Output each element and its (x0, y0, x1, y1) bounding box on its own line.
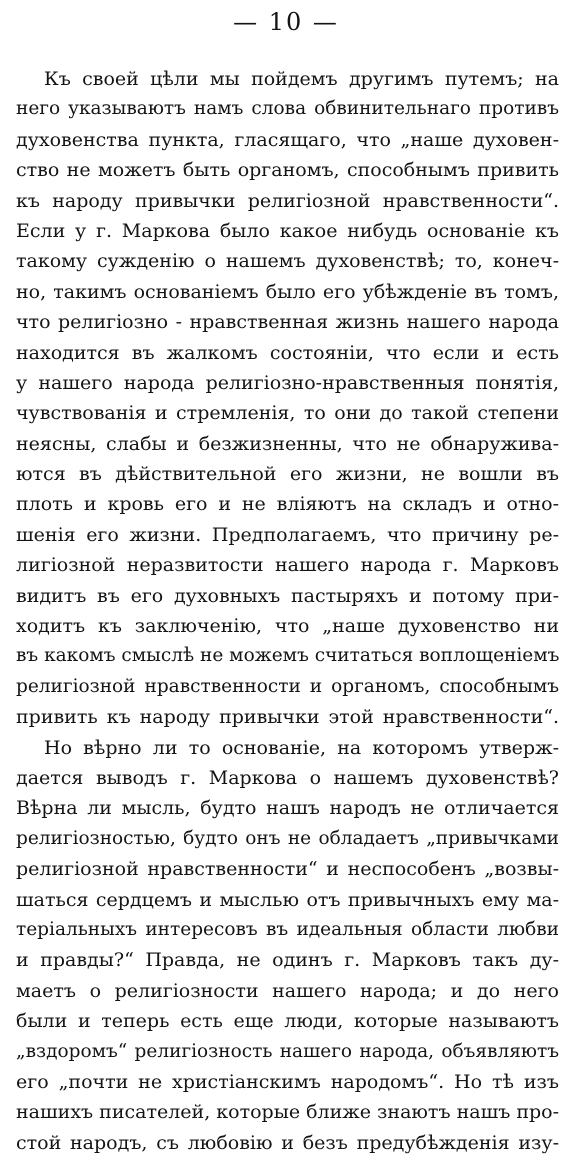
text-line: лигіозной неразвитости нашего народа г. Марковъ (16, 554, 559, 577)
page-number: — 10 — (233, 8, 339, 36)
text-line: нашихъ писателей, которые ближе знаютъ нашъ про- (16, 1101, 559, 1124)
text-line: ются въ дѣйствительной его жизни, не вошли въ (16, 463, 559, 486)
text-line: ство не можетъ быть органомъ, способнымъ привить (16, 159, 559, 182)
text-line: религіозной нравственности и органомъ, способнымъ (16, 675, 559, 697)
text-line: плоть и кровь его и не вліяютъ на складъ и отно- (16, 493, 559, 516)
text-line: религіозностью, будто онъ не обладаетъ „привычками (16, 827, 559, 849)
text-line: неясны, слабы и безжизненны, что не обнаруживa- (16, 432, 559, 455)
text-line: въ какомъ смыслѣ не можемъ считаться воплощеніемъ (16, 645, 559, 667)
text-line: привить къ народу привычки этой нравственности“. (16, 706, 559, 729)
text-line: но, такимъ основаніемъ было его убѣжденіе въ томъ, (16, 280, 559, 303)
text-line: религіозной нравственности“ и неспособенъ „возвы- (16, 858, 559, 881)
text-line: его „почти не христіанскимъ народомъ“. Но тѣ изъ (16, 1070, 559, 1093)
text-line: чувствованія и стремленія, то они до такой степени (16, 402, 559, 425)
text-line: такому сужденію о нашемъ духовенствѣ; то, конеч- (16, 250, 559, 273)
text-line: дается выводъ г. Маркова о нашемъ духовенствѣ? (16, 766, 559, 789)
text-line: маетъ о религіозности нашего народа; и до него (16, 979, 559, 1002)
text-line: находится въ жалкомъ состояніи, что если и есть (16, 341, 559, 364)
text-line: что религіозно - нравственная жизнь нашего народа (16, 311, 559, 334)
paragraph (16, 733, 559, 1158)
body-text (16, 64, 559, 1158)
text-line: были и теперь есть еще люди, которые называютъ (16, 1010, 559, 1033)
text-line: него указываютъ намъ слова обвинительнаго противъ (16, 98, 559, 120)
paragraph (16, 64, 559, 733)
text-line: у нашего народа религіозно-нравственныя понятія, (16, 371, 559, 394)
text-line: теріальныхъ интересовъ въ идеальныя области любви (16, 918, 559, 940)
text-line: Если у г. Маркова было какое нибудь основаніе къ (16, 219, 559, 242)
text-line: ходитъ къ заключенію, что „наше духовенство ни (16, 615, 559, 638)
text-line: и правды?“ Правда, не одинъ г. Марковъ такъ ду- (16, 949, 559, 972)
text-line: духовенства пункта, гласящаго, что „наше духовен- (16, 128, 559, 151)
text-line: къ народу привычки религіозной нравственности“. (16, 189, 559, 212)
text-line: шаться сердцемъ и мыслью отъ привычныхъ ему ма- (16, 888, 559, 911)
text-line: Къ своей цѣли мы пойдемъ другимъ путемъ; на (44, 68, 559, 90)
text-line: Вѣрна ли мысль, будто нашъ народъ не отличается (16, 797, 559, 820)
text-line: „вздоромъ“ религіозность нашего народа, объявляютъ (16, 1040, 559, 1062)
text-line: шенія его жизни. Предполагаемъ, что причину ре- (16, 523, 559, 546)
text-line: видитъ въ его духовныхъ пастыряхъ и потому при- (16, 584, 559, 607)
text-line: Но вѣрно ли то основаніе, на которомъ утверж- (44, 736, 559, 759)
text-line: стой народъ, съ любовію и безъ предубѣжденія изу- (16, 1131, 559, 1154)
